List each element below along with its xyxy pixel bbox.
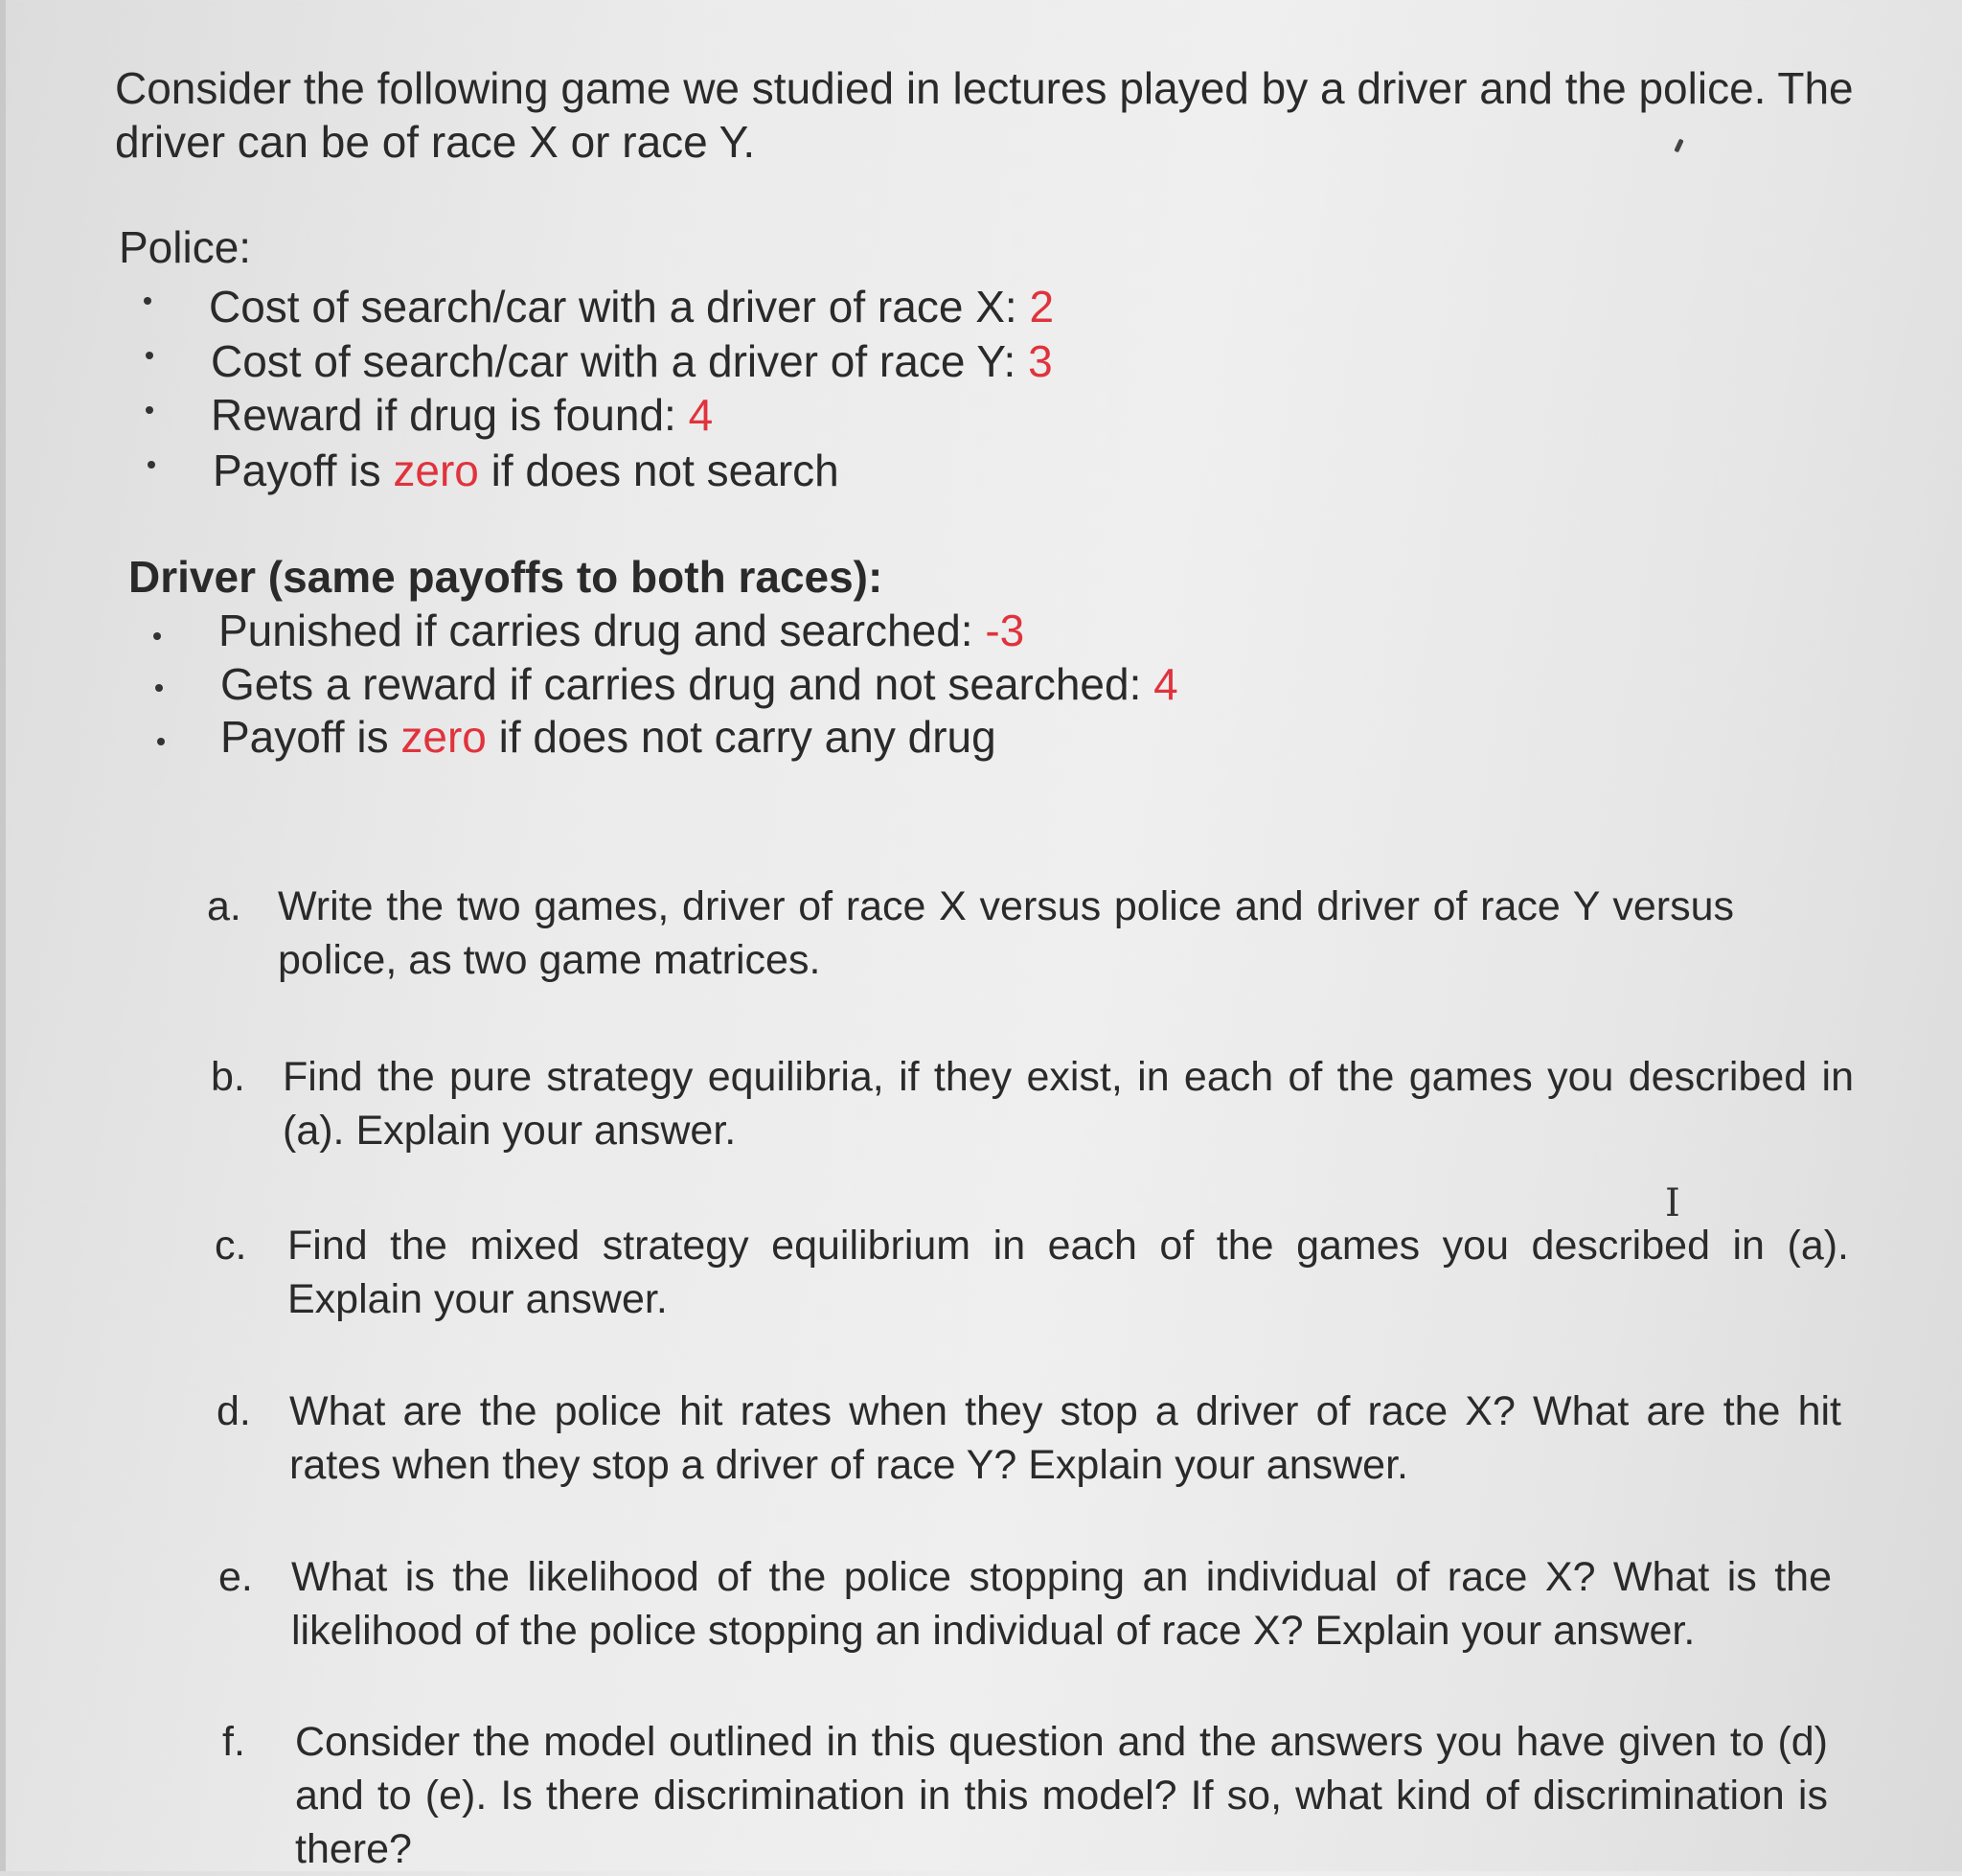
police-item-search-x: Cost of search/car with a driver of race X: 2 <box>209 282 1055 332</box>
police-heading: Police: <box>119 222 252 272</box>
driver-heading: Driver (same payoffs to both races): <box>128 552 883 602</box>
question-e-label: e. <box>218 1554 253 1600</box>
question-f-text: Consider the model outlined in this question and the answers you have given to (d) and to (e). Is there discrimination in this model? If so, what kind of discrimination is there? <box>295 1719 1828 1872</box>
pen-mark <box>1674 139 1683 153</box>
bullet-icon <box>146 352 153 359</box>
page-edge-shadow <box>0 0 6 1871</box>
bullet-icon <box>146 406 153 414</box>
bullet-icon <box>157 738 165 745</box>
intro-line-1: Consider the following game we studied in lectures played by a driver and the police. The <box>115 63 1854 113</box>
bullet-icon <box>148 461 155 469</box>
text-cursor-icon: I <box>1665 1181 1680 1225</box>
question-c-text: Find the mixed strategy equilibrium in each of the games you described in (a). Explain your answer. <box>287 1223 1849 1322</box>
driver-item-punished: Punished if carries drug and searched: -3 <box>218 606 1025 655</box>
question-e-text: What is the likelihood of the police stopping an individual of race X? What is the likelihood of the police stopping an individual of race X? Explain your answer. <box>291 1554 1832 1654</box>
bullet-icon <box>144 297 151 305</box>
question-c-label: c. <box>215 1223 247 1269</box>
bullet-icon <box>153 632 161 640</box>
police-item-reward: Reward if drug is found: 4 <box>211 390 714 440</box>
question-a-text: Write the two games, driver of race X versus police and driver of race Y versus police, as two game matrices. <box>278 883 1734 983</box>
police-item-search-y: Cost of search/car with a driver of race Y: 3 <box>211 336 1053 386</box>
question-a-label: a. <box>207 883 241 929</box>
question-d-text: What are the police hit rates when they stop a driver of race X? What are the hit rates when they stop a driver of race Y? Explain your answer. <box>289 1388 1841 1488</box>
question-b-text: Find the pure strategy equilibria, if they exist, in each of the games you described in (a). Explain your answer. <box>283 1054 1854 1154</box>
question-d-label: d. <box>217 1388 251 1434</box>
intro-line-2: driver can be of race X or race Y. <box>115 117 756 167</box>
question-b-label: b. <box>211 1054 245 1100</box>
bullet-icon <box>155 684 163 692</box>
driver-item-payoff: Payoff is zero if does not carry any drug <box>220 712 996 762</box>
police-item-payoff: Payoff is zero if does not search <box>213 446 839 495</box>
question-f-label: f. <box>222 1719 245 1765</box>
driver-item-reward: Gets a reward if carries drug and not searched: 4 <box>220 659 1178 709</box>
